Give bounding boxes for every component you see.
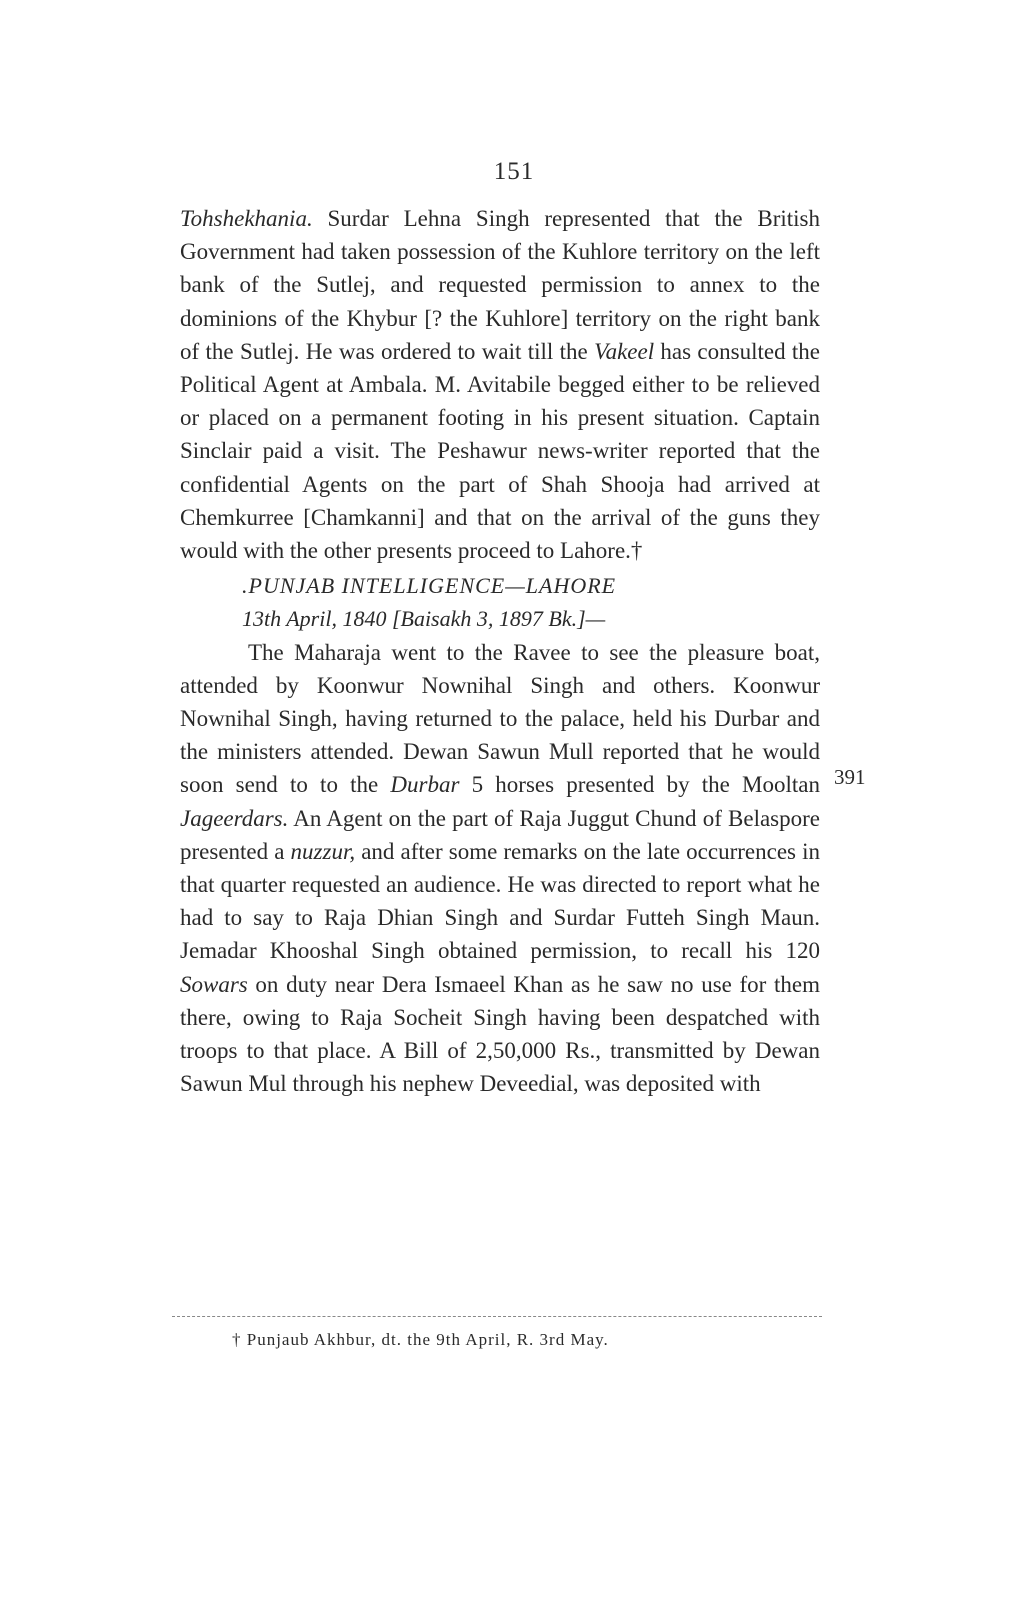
italic-nuzzur: nuzzur, (290, 838, 356, 864)
section-date-line: 13th April, 1840 [Baisakh 3, 1897 Bk.]— (242, 606, 606, 632)
italic-durbar: Durbar (390, 772, 460, 798)
paragraph2-text-e: on duty near Dera Ismaeel Khan as he saw no use for them there, owing to Raja Socheit Singh having been despatched with troops to that place. A Bill of 2,50,000 Rs., transmitted by Dewan Sawun Mul through his nephew Deveedial, was deposited with (180, 971, 820, 1097)
italic-sowars: Sowars (180, 971, 248, 997)
paragraph-maharaja (180, 636, 820, 1101)
margin-page-reference: 391 (834, 765, 866, 789)
italic-vakeel: Vakeel (594, 338, 655, 364)
footnote: † Punjaub Akhbur, dt. the 9th April, R. 3rd May. (232, 1330, 609, 1349)
page-number: 151 (493, 158, 535, 185)
paragraph2-text-c: An Agent on the part of Raja Juggut Chund of Belaspore presented a (180, 805, 820, 864)
paragraph1-text-b: has consulted the Political Agent at Ambala. M. Avitabile begged either to be relieved or placed on a permanent footing in his present situation. Captain Sinclair paid a visit. The Peshawur news-writer reported that the confidential Agents on the part of Shah Shooja had arrived at Chemkurree [Chamkanni] and that on the arrival of the guns they would with the other presents proceed to Lahore.† (180, 338, 821, 564)
paragraph2-text-b: 5 horses presented by the Mooltan (459, 772, 820, 798)
paragraph1-text-a: Surdar Lehna Singh represented that the British Government had taken possession of the Kuhlore territory on the left bank of the Sutlej, and requested permission to annex to the dominions of the Khybur [? the Kuhlore] territory on the right bank of the Sutlej. He was ordered to wait till the (180, 206, 820, 364)
italic-tohshekhania: Tohshekhania. (180, 206, 313, 231)
body-text (180, 202, 820, 1100)
paragraph-tohshekhania (180, 202, 820, 567)
paragraph2-text-d: and after some remarks on the late occurrences in that quarter requested an audience. He was directed to report what he had to say to Raja Dhian Singh and Surdar Futteh Singh Maun. Jemadar Khooshal Singh obtained permission, to recall his 120 (180, 838, 820, 964)
footnote-divider (172, 1316, 822, 1317)
section-heading: .PUNJAB INTELLIGENCE—LAHORE (242, 573, 617, 599)
paragraph2-text-a: The Maharaja went to the Ravee to see the pleasure boat, attended by Koonwur Nownihal Singh and others. Koonwur Nownihal Singh, having returned to the palace, held his Durbar and the ministers attended. Dewan Sawun Mull reported that he would soon send to to the (180, 639, 820, 798)
italic-jageerdars: Jageerdars. (180, 805, 289, 831)
